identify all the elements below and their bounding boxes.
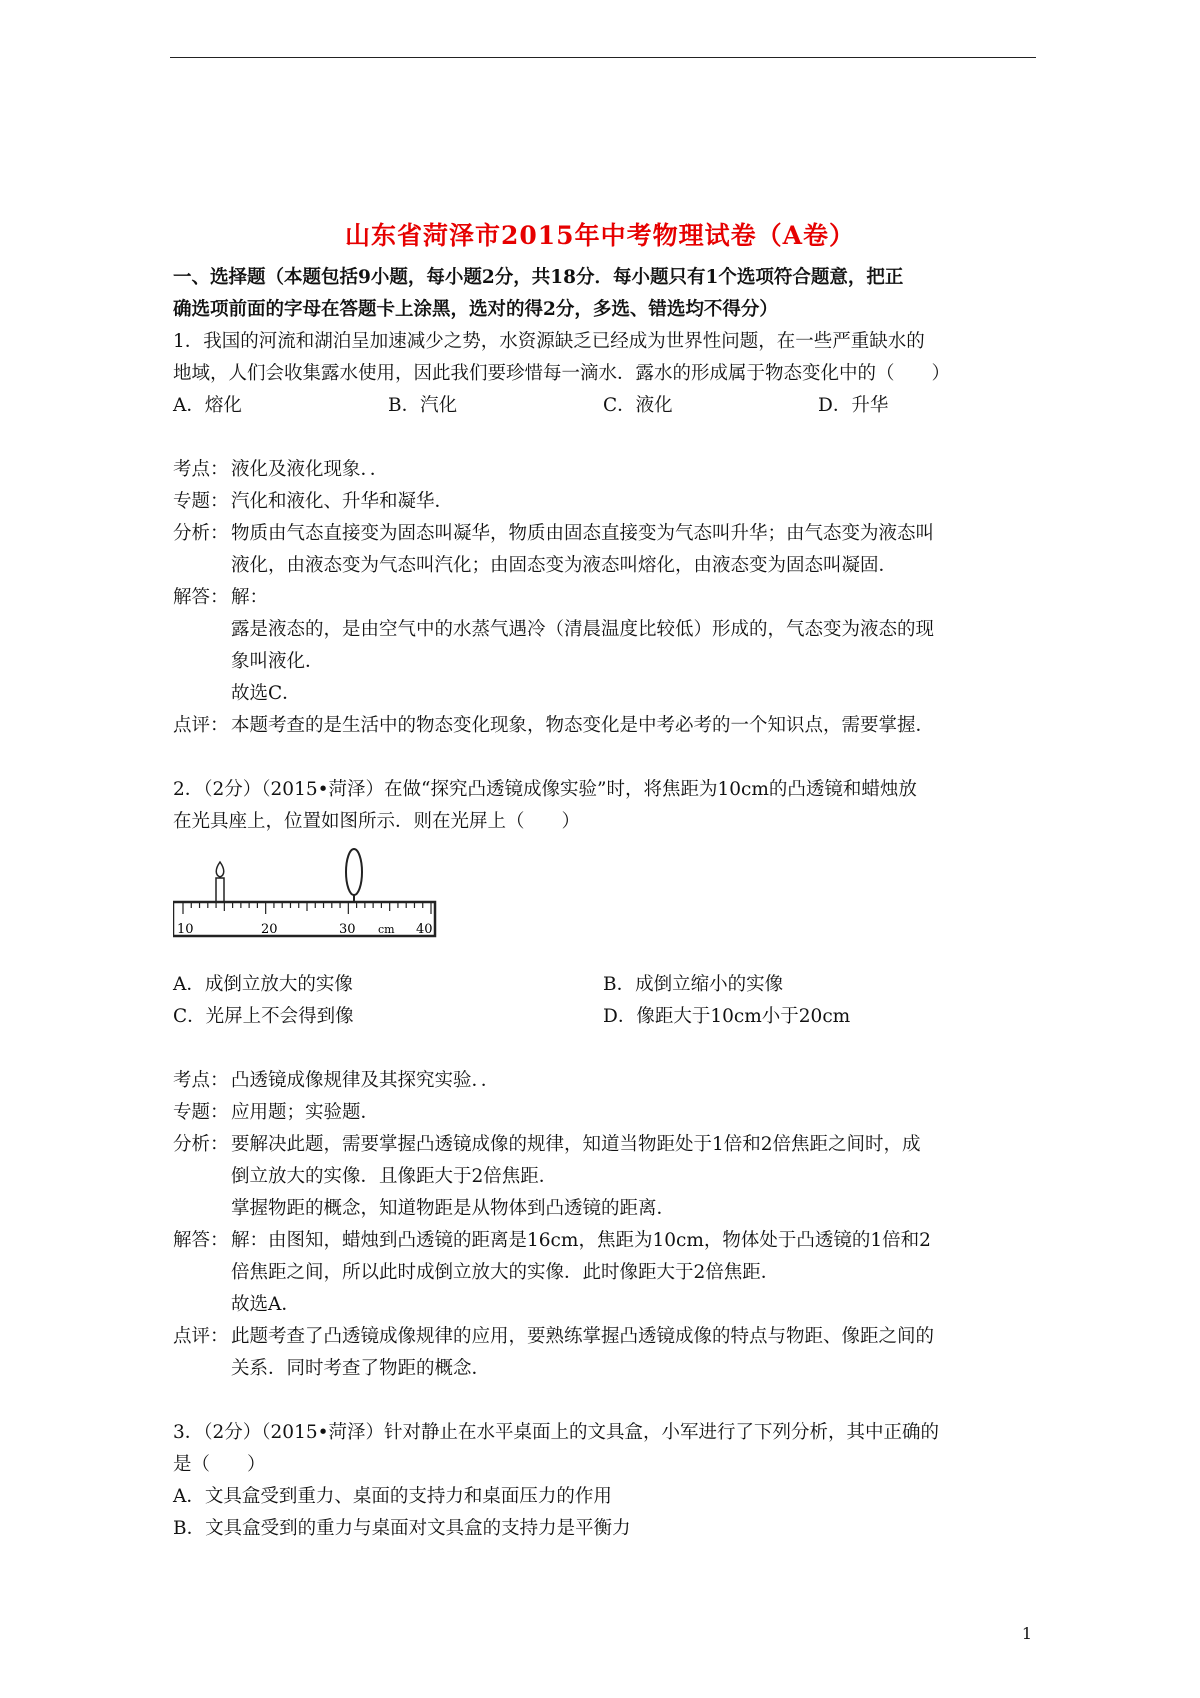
q1-dianping — [173, 710, 1033, 742]
text — [231, 1321, 1033, 1385]
line: 关系．同时考查了物距的概念． — [231, 1358, 491, 1379]
label: 分析： — [173, 1134, 229, 1155]
line: 物质由气态直接变为固态叫凝华，物质由固态直接变为气态叫升华；由气态变为液态叫 — [231, 523, 935, 544]
q1-option-b: B．汽化 — [388, 395, 458, 416]
text — [231, 1225, 1033, 1321]
exam-content — [173, 262, 1033, 1545]
q2-stem: 在光具座上，位置如图所示．则在光屏上（ ） — [173, 811, 581, 832]
tick-label-30: 30 — [339, 922, 356, 937]
optical-bench-figure — [173, 844, 473, 954]
section-header-line: 确选项前面的字母在答题卡上涂黑，选对的得2分，多选、错选均不得分） — [173, 299, 778, 320]
text: 本题考查的是生活中的物态变化现象，物态变化是中考必考的一个知识点，需要掌握． — [231, 715, 935, 736]
q2-kaodian — [173, 1065, 1033, 1097]
tick-label-20: 20 — [261, 922, 278, 937]
label: 专题： — [173, 491, 229, 512]
line: 倒立放大的实像．且像距大于2倍焦距． — [231, 1166, 558, 1187]
q2-options-row — [173, 969, 1033, 1001]
q1-zhuanti — [173, 486, 1033, 518]
optical-bench-ruler — [173, 902, 435, 936]
line: 倍焦距之间，所以此时成倒立放大的实像．此时像距大于2倍焦距． — [231, 1262, 780, 1283]
q2-zhuanti — [173, 1097, 1033, 1129]
tick-label-40: 40 — [416, 922, 433, 937]
q3-option-b: B．文具盒受到的重力与桌面对文具盒的支持力是平衡力 — [173, 1518, 631, 1539]
q3-stem: 是（ ） — [173, 1454, 266, 1475]
q1-kaodian — [173, 454, 1033, 486]
q2-stem: 2．（2分）（2015•菏泽）在做“探究凸透镜成像实验”时，将焦距为10cm的凸透镜和蜡烛放 — [173, 779, 917, 800]
q1-jieda-line: 露是液态的，是由空气中的水蒸气遇冷（清晨温度比较低）形成的，气态变为液态的现 — [231, 619, 935, 640]
label: 解答： — [173, 1230, 229, 1251]
candle-icon — [216, 862, 224, 902]
q3-stem: 3．（2分）（2015•菏泽）针对静止在水平桌面上的文具盒，小军进行了下列分析，其中正确的 — [173, 1422, 940, 1443]
q1-options — [173, 390, 1033, 422]
q2-option-a: A．成倒立放大的实像 — [173, 974, 353, 995]
q1-jieda — [173, 582, 1033, 614]
text: 应用题；实验题． — [231, 1102, 380, 1123]
section-header-line: 一、选择题（本题包括9小题，每小题2分，共18分．每小题只有1个选项符合题意，把正 — [173, 267, 904, 288]
label: 点评： — [173, 1326, 229, 1347]
q2-option-c: C．光屏上不会得到像 — [173, 1006, 354, 1027]
q1-fenxi — [173, 518, 1033, 582]
label: 解答： — [173, 587, 229, 608]
text: 液化及液化现象．． — [231, 459, 389, 480]
q1-jieda-line: 故选C． — [231, 683, 301, 704]
tick-label-10: 10 — [177, 922, 194, 937]
q2-jieda — [173, 1225, 1033, 1321]
q3-option-a: A．文具盒受到重力、桌面的支持力和桌面压力的作用 — [173, 1486, 612, 1507]
label: 分析： — [173, 523, 229, 544]
label: 专题： — [173, 1102, 229, 1123]
label: 点评： — [173, 715, 229, 736]
q1-option-d: D．升华 — [818, 395, 889, 416]
q1-stem: 1．我国的河流和湖泊呈加速减少之势，水资源缺乏已经成为世界性问题，在一些严重缺水的 — [173, 331, 925, 352]
text: 解： — [231, 587, 269, 608]
exam-title: 山东省菏泽市2015年中考物理试卷（A卷） — [345, 221, 855, 250]
line: 故选A． — [231, 1294, 300, 1315]
q1-option-c: C．液化 — [603, 395, 673, 416]
line: 液化，由液态变为气态叫汽化；由固态变为液态叫熔化，由液态变为固态叫凝固． — [231, 555, 898, 576]
q1-jieda-line: 象叫液化． — [231, 651, 324, 672]
q2-fenxi — [173, 1129, 1033, 1225]
convex-lens-icon — [346, 849, 362, 902]
header-rule — [170, 57, 1036, 58]
label: 考点： — [173, 459, 229, 480]
label: 考点： — [173, 1070, 229, 1091]
line: 掌握物距的概念，知道物距是从物体到凸透镜的距离． — [231, 1198, 676, 1219]
line: 解：由图知，蜡烛到凸透镜的距离是16cm，焦距为10cm，物体处于凸透镜的1倍和2 — [231, 1230, 931, 1251]
line: 要解决此题，需要掌握凸透镜成像的规律，知道当物距处于1倍和2倍焦距之间时，成 — [231, 1134, 921, 1155]
q2-option-b: B．成倒立缩小的实像 — [603, 974, 784, 995]
q1-stem: 地域，人们会收集露水使用，因此我们要珍惜每一滴水．露水的形成属于物态变化中的（ ） — [173, 363, 951, 384]
line: 此题考查了凸透镜成像规律的应用，要熟练掌握凸透镜成像的特点与物距、像距之间的 — [231, 1326, 935, 1347]
unit-label-cm: cm — [378, 923, 395, 936]
q2-dianping — [173, 1321, 1033, 1385]
ruler-ticks — [183, 902, 431, 914]
page-number: 1 — [1021, 1624, 1032, 1643]
q1-option-a: A．熔化 — [173, 395, 242, 416]
text: 凸透镜成像规律及其探究实验．． — [231, 1070, 500, 1091]
q2-options-row — [173, 1001, 1033, 1033]
text — [231, 518, 1033, 582]
text — [231, 1129, 1033, 1225]
text: 汽化和液化、升华和凝华． — [231, 491, 454, 512]
q2-option-d: D．像距大于10cm小于20cm — [603, 1006, 851, 1027]
